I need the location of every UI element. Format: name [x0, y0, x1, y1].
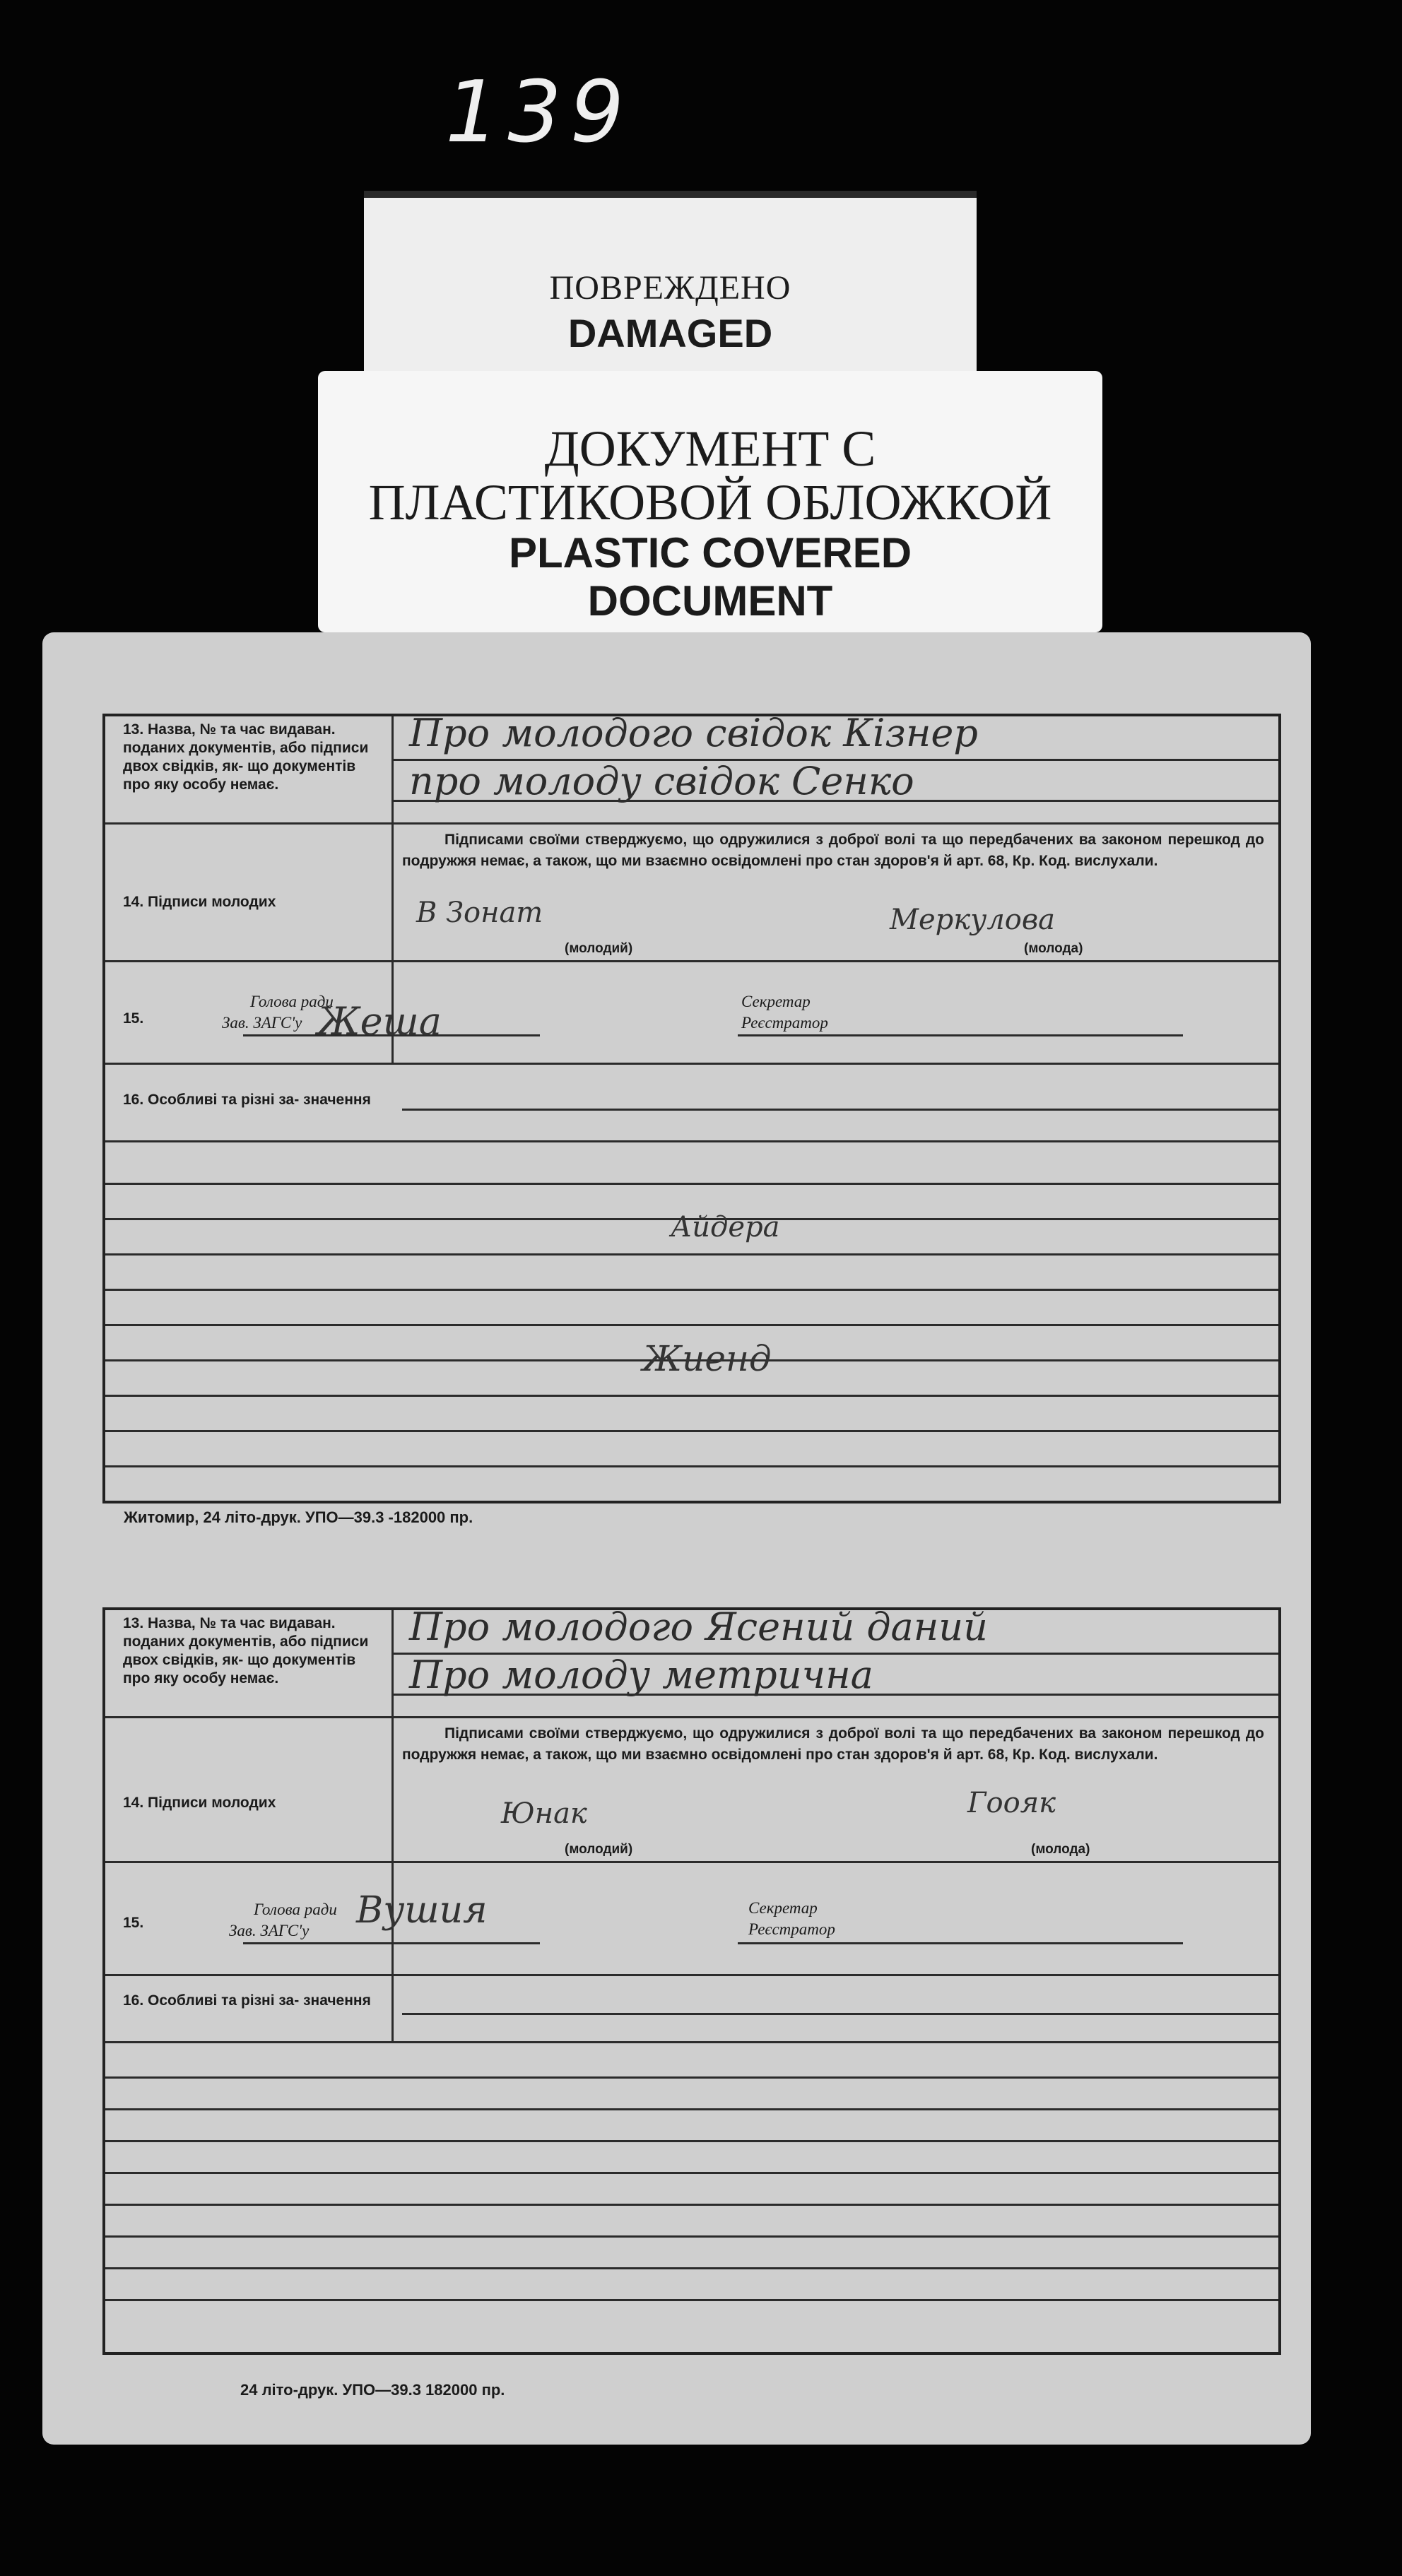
field-13-label: 13. Назва, № та час видаван. поданих документів, або підписи двох свідків, як- що документів про яку особу немає.: [123, 1615, 369, 1686]
secretary-label-1: Секретар: [748, 1899, 818, 1917]
groom-signature: Юнак: [501, 1797, 587, 1830]
field-14-label: 14. Підписи молодих: [123, 1795, 276, 1811]
field-16-label: 16. Особливі та різні за- значення: [123, 1092, 371, 1108]
plastic-label-en-line1: PLASTIC COVERED: [508, 529, 912, 577]
groom-caption: (молодий): [565, 1842, 633, 1857]
groom-caption: (молодий): [565, 941, 633, 956]
field-16-label: 16. Особливі та різні за- значення: [123, 1992, 371, 2009]
marriage-form-top: [102, 711, 1281, 1503]
field-13-label: 13. Назва, № та час видаван. поданих документів, або підписи двох свідків, як- що документів про яку особу немає.: [123, 721, 369, 793]
form-sheet: [42, 632, 1311, 2445]
damaged-label-en: DAMAGED: [567, 311, 773, 355]
page-number: 139: [445, 64, 633, 162]
field-13-handwriting-2: про молоду свідок Сенко: [409, 759, 914, 803]
field-13-handwriting-1: Про молодого свідок Кізнер: [409, 711, 978, 755]
bride-caption: (молода): [1024, 941, 1083, 956]
remark-handwriting-1: Айдера: [671, 1211, 780, 1243]
plastic-label-ru-line2: ПЛАСТИКОВОЙ ОБЛОЖКОЙ: [368, 474, 1052, 531]
bride-signature: Гоояк: [967, 1787, 1056, 1819]
plastic-cover-label: [318, 371, 1102, 632]
field-15-label: 15.: [123, 1010, 144, 1027]
field-15-label: 15.: [123, 1915, 144, 1931]
groom-signature: В Зонат: [416, 897, 543, 929]
head-signature: Вушия: [356, 1889, 488, 1932]
plastic-label-ru-line1: ДОКУМЕНТ С: [544, 420, 876, 477]
remark-handwriting-2: Жиенд: [642, 1338, 772, 1379]
marriage-form-bottom: [102, 1607, 1281, 2355]
plastic-label-en-line2: DOCUMENT: [587, 577, 833, 625]
head-label-2: Зав. ЗАГС'у: [229, 1922, 310, 1939]
head-label-1: Голова ради: [254, 1901, 337, 1918]
bride-signature: Меркулова: [890, 904, 1056, 936]
damaged-label: [364, 191, 977, 389]
declaration-text: Підписами своїми стверджуємо, що одружилися з доброї волі та що передбачених ва законом перешкод до подружжя немає, а також, що ми взаємно освідомлені про стан здоров'я й арт. 68, Кр. Код. вислухали.: [402, 832, 1264, 869]
head-signature: Жеша: [317, 999, 442, 1044]
field-13-handwriting-1: Про молодого Ясений даний: [409, 1605, 988, 1649]
secretary-label-1: Секретар: [741, 993, 811, 1010]
printer-footer-top: Житомир, 24 літо-друк. УПО—39.3 -182000 пр.: [124, 1508, 473, 1526]
secretary-label-2: Реєстратор: [748, 1920, 835, 1938]
secretary-label-2: Реєстратор: [741, 1014, 828, 1032]
printer-footer-bottom: 24 літо-друк. УПО—39.3 182000 пр.: [240, 2381, 505, 2399]
head-label-2: Зав. ЗАГС'у: [222, 1014, 302, 1032]
head-label-1: Голова ради: [250, 993, 334, 1010]
field-14-label: 14. Підписи молодих: [123, 894, 276, 910]
field-13-handwriting-2: Про молоду метрична: [409, 1653, 873, 1697]
damaged-label-ru: ПОВРЕЖДЕНО: [549, 269, 791, 307]
declaration-text: Підписами своїми стверджуємо, що одружилися з доброї волі та що передбачених ва законом перешкод до подружжя немає, а також, що ми взаємно освідомлені про стан здоров'я й арт. 68, Кр. Код. вислухали.: [402, 1725, 1264, 1763]
bride-caption: (молода): [1031, 1842, 1090, 1857]
